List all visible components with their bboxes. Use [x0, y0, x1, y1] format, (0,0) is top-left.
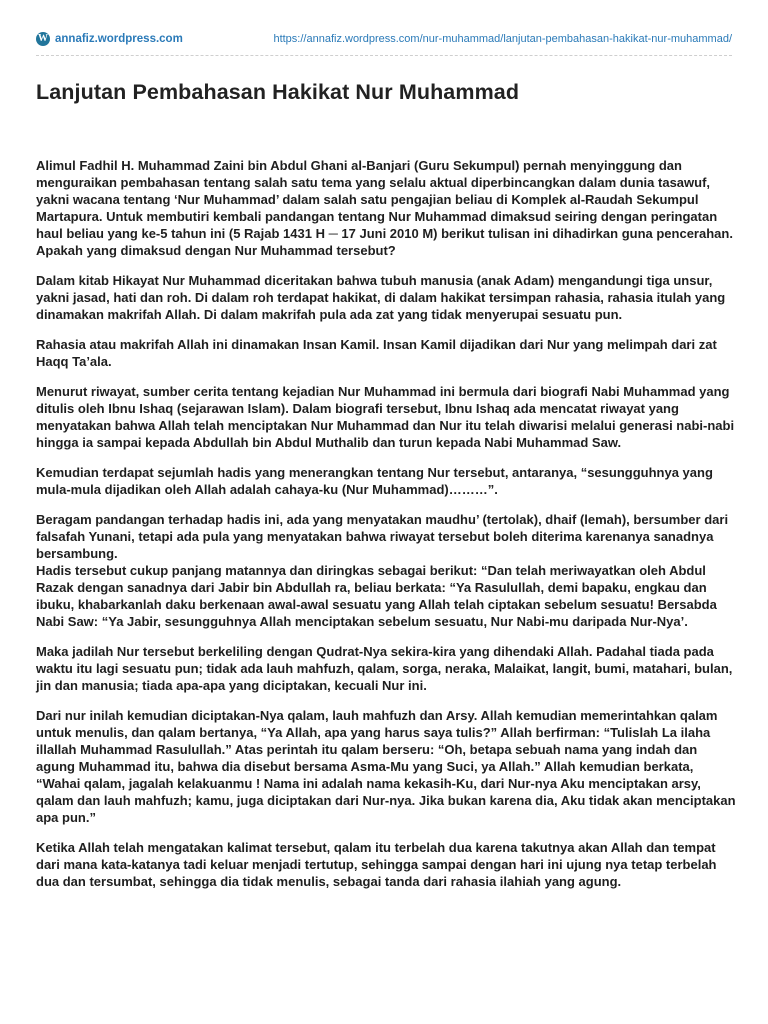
- page-header: [36, 30, 732, 54]
- header-divider: [36, 55, 732, 56]
- article-paragraph: Rahasia atau makrifah Allah ini dinamakan Insan Kamil. Insan Kamil dijadikan dari Nur yang melimpah dari zat Haqq Ta’ala.: [36, 337, 717, 369]
- article-paragraph: Menurut riwayat, sumber cerita tentang kejadian Nur Muhammad ini bermula dari biografi Nabi Muhammad yang ditulis oleh Ibnu Ishaq (sejarawan Islam). Dalam biografi tersebut, Ibnu Ishaq ada mencatat riwayat yang menyatakan bahwa Allah telah menciptakan Nur Muhammad dan Nur itu telah diwarisi melalui generasi nabi-nabi hingga ia sampai kepada Abdullah bin Abdul Muthalib dan turun kepada Nabi Muhammad Saw.: [36, 384, 735, 450]
- article-paragraph: Maka jadilah Nur tersebut berkeliling dengan Qudrat-Nya sekira-kira yang dihendaki Allah. Padahal tiada pada waktu itu lagi sesuatu pun; tidak ada lauh mahfuzh, qalam, sorga, neraka, Malaikat, langit, bumi, matahari, bulan, jin dan manusia; tiada apa-apa yang diciptakan, kecuali Nur ini.: [36, 644, 733, 693]
- article-body: [36, 157, 736, 903]
- page-url-link[interactable]: https://annafiz.wordpress.com/nur-muhammad/lanjutan-pembahasan-hakikat-nur-muhammad/: [273, 33, 732, 45]
- article-paragraph: Kemudian terdapat sejumlah hadis yang menerangkan tentang Nur tersebut, antaranya, “sesungguhnya yang mula-mula dijadikan oleh Allah adalah cahaya-ku (Nur Muhammad)………”.: [36, 465, 713, 497]
- article-paragraph: Beragam pandangan terhadap hadis ini, ada yang menyatakan maudhu’ (tertolak), dhaif (lemah), bersumber dari falsafah Yunani, tetapi ada pula yang menyatakan bahwa riwayat tersebut boleh diterima karenanya sanadnya bersambung.: [36, 512, 729, 561]
- article-paragraph: Ketika Allah telah mengatakan kalimat tersebut, qalam itu terbelah dua karena takutnya akan Allah dan tempat dari mana kata-katanya tadi keluar menjadi tertutup, sehingga sampai dengan hari ini ujung nya tetap terbelah dua dan tersumbat, sehingga dia tidak menulis, sebagai tanda dari rahasia ilahiah yang agung.: [36, 840, 717, 889]
- wordpress-logo-icon: W: [38, 33, 48, 44]
- site-branding: [36, 32, 183, 46]
- site-name-link[interactable]: annafiz.wordpress.com: [55, 33, 183, 45]
- article-paragraph: Dari nur inilah kemudian diciptakan-Nya qalam, lauh mahfuzh dan Arsy. Allah kemudian memerintahkan qalam untuk menulis, dan qalam bertanya, “Ya Allah, apa yang harus saya tulis?” Allah berfirman: “Tulislah La ilaha illallah Muhammad Rasulullah.” Atas perintah itu qalam berseru: “Oh, betapa sebuah nama yang indah dan agung Muhammad itu, bahwa dia disebut bersama Asma-Mu yang Suci, ya Allah.” Allah kemudian berkata, “Wahai qalam, jagalah kelakuanmu ! Nama ini adalah nama kekasih-Ku, dari Nur-nya Aku menciptakan arsy, qalam dan lauh mahfuzh; kamu, juga diciptakan dari Nur-nya. Jika bukan karena dia, Aku tidak akan menciptakan apa pun.”: [36, 708, 736, 825]
- article-paragraph: Dalam kitab Hikayat Nur Muhammad diceritakan bahwa tubuh manusia (anak Adam) mengandungi tiga unsur, yakni jasad, hati dan roh. Di dalam roh terdapat hakikat, di dalam hakikat tersimpan rahasia, rahasia itulah yang dinamakan makrifah Allah. Di dalam makrifah pula ada zat yang tidak menyerupai sesuatu pun.: [36, 273, 726, 322]
- article-paragraph: Alimul Fadhil H. Muhammad Zaini bin Abdul Ghani al-Banjari (Guru Sekumpul) pernah menyinggung dan menguraikan pembahasan tentang salah satu tema yang selalu aktual diperbincangkan dalam dunia tasawuf, yakni wacana tentang ‘Nur Muhammad’ dalam salah satu pengajian beliau di Komplek al-Raudah Sekumpul Martapura. Untuk membutiri kembali pandangan tentang Nur Muhammad dimaksud seiring dengan peringatan haul beliau yang ke-5 tahun ini (5 Rajab 1431 H ─ 17 Juni 2010 M) berikut tulisan ini dihadirkan guna pencerahan. Apakah yang dimaksud dengan Nur Muhammad tersebut?: [36, 158, 733, 258]
- article-title: Lanjutan Pembahasan Hakikat Nur Muhammad: [36, 80, 520, 104]
- article-paragraph: Hadis tersebut cukup panjang matannya dan diringkas sebagai berikut: “Dan telah meriwayatkan oleh Abdul Razak dengan sanadnya dari Jabir bin Abdullah ra, beliau berkata: “Ya Rasulullah, demi bapaku, engkau dan ibuku, khabarkanlah daku berkenaan awal-awal sesuatu yang Allah telah ciptakan sebelum sesuatu! Bersabda Nabi Saw: “Ya Jabir, sesungguhnya Allah menciptakan sebelum sesuatu, Nur Nabi-mu daripada Nur-Nya’.: [36, 563, 717, 629]
